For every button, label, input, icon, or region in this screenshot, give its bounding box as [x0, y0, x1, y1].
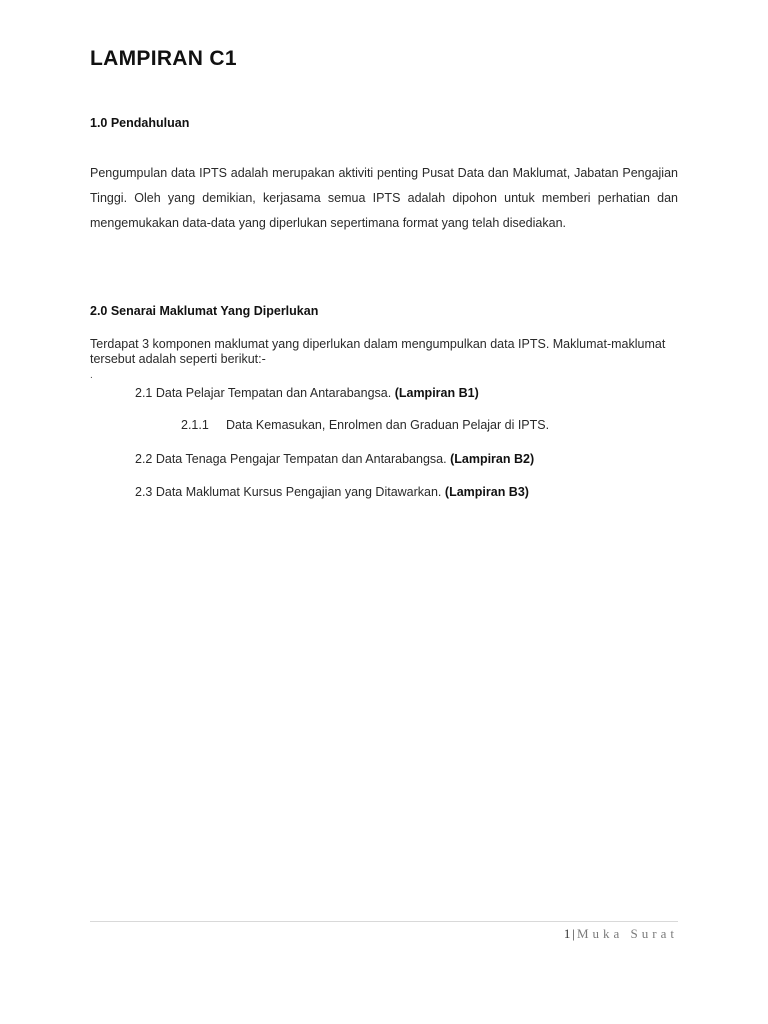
list-item-2-2: [135, 452, 534, 466]
list-item-2-1: [135, 386, 479, 400]
page-footer: [564, 926, 678, 942]
components-paragraph: Terdapat 3 komponen maklumat yang diperlukan dalam mengumpulkan data IPTS. Maklumat-maklumat tersebut adalah seperti berikut:-: [90, 337, 666, 366]
list-item-text: 2.2 Data Tenaga Pengajar Tempatan dan Antarabangsa.: [135, 452, 447, 466]
lampiran-reference: (Lampiran B2): [450, 452, 535, 466]
list-item-text: 2.1 Data Pelajar Tempatan dan Antarabangsa.: [135, 386, 392, 400]
section-heading-pendahuluan: 1.0 Pendahuluan: [90, 116, 190, 130]
section-heading-senarai-maklumat: 2.0 Senarai Maklumat Yang Diperlukan: [90, 304, 319, 318]
sub-list-item-2-1-1: [181, 418, 549, 432]
document-title: LAMPIRAN C1: [90, 47, 237, 70]
page-number: 1: [563, 926, 571, 941]
stray-dot: .: [90, 370, 93, 381]
lampiran-reference: (Lampiran B1): [394, 386, 479, 400]
page-label: Muka Surat: [576, 926, 678, 941]
list-item-text: 2.3 Data Maklumat Kursus Pengajian yang Ditawarkan.: [135, 485, 442, 499]
sub-item-number: 2.1.1: [181, 418, 209, 432]
footer-separator: |: [572, 926, 575, 941]
sub-item-text: Data Kemasukan, Enrolmen dan Graduan Pelajar di IPTS.: [226, 418, 550, 432]
footer-divider: [90, 921, 678, 922]
intro-paragraph: Pengumpulan data IPTS adalah merupakan aktiviti penting Pusat Data dan Maklumat, Jabatan Pengajian Tinggi. Oleh yang demikian, kerjasama semua IPTS adalah dipohon untuk memberi perhatian dan mengemukakan data-data yang diperlukan sepertimana format yang telah disediakan.: [90, 166, 678, 230]
lampiran-reference: (Lampiran B3): [444, 485, 529, 499]
list-item-2-3: [135, 485, 529, 499]
